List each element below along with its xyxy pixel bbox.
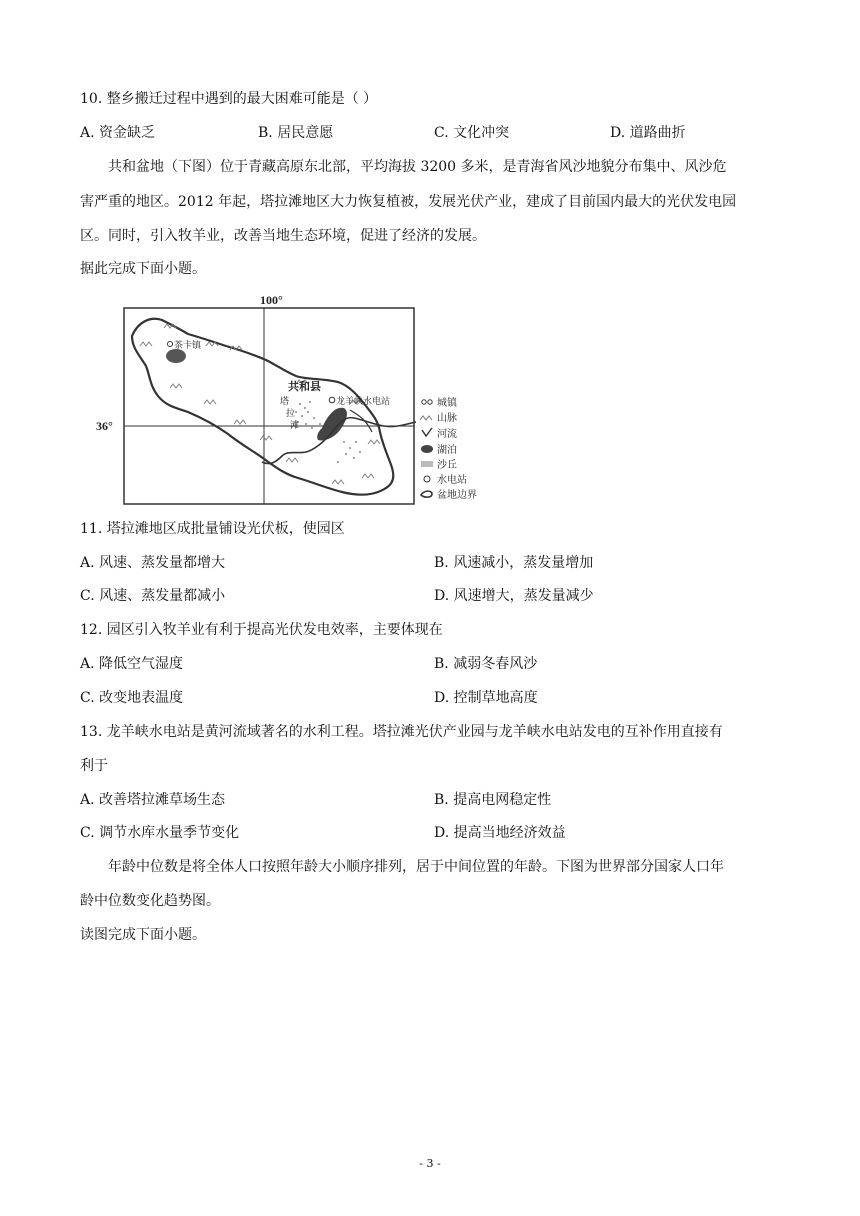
legend-hydropower xyxy=(424,473,467,486)
passage2-instruction: 读图完成下面小题。 xyxy=(80,927,206,943)
map-legend xyxy=(420,396,477,501)
legend-lake-label: 湖泊 xyxy=(437,445,457,456)
chaka-lake xyxy=(166,349,186,363)
q11-option-a: A. 风速、蒸发量都增大 xyxy=(80,555,226,571)
passage1-instruction: 据此完成下面小题。 xyxy=(80,261,206,277)
q10-option-a: A. 资金缺乏 xyxy=(80,125,156,141)
q12-stem: 12. 园区引入牧羊业有利于提高光伏发电效率，主要体现在 xyxy=(80,622,443,638)
q11-option-b: B. 风速减小，蒸发量增加 xyxy=(434,555,594,571)
legend-boundary-label: 盆地边界 xyxy=(437,490,477,501)
q12-option-a: A. 降低空气湿度 xyxy=(80,656,184,672)
legend-river-label: 河流 xyxy=(437,429,457,440)
q12-option-b: B. 减弱冬春风沙 xyxy=(434,656,538,672)
legend-dune-label: 沙丘 xyxy=(437,460,457,471)
legend-dune xyxy=(421,458,457,471)
passage1-line3: 区。同时，引入牧羊业，改善当地生态环境，促进了经济的发展。 xyxy=(80,228,486,244)
q10-option-c: C. 文化冲突 xyxy=(434,125,510,141)
longyangxia-label: 龙羊峡水电站 xyxy=(336,396,391,406)
longitude-label: 100° xyxy=(260,293,283,307)
q12-option-d: D. 控制草地高度 xyxy=(434,690,538,706)
gonghe-label: 共和县 xyxy=(288,381,321,393)
legend-lake xyxy=(421,443,457,456)
q13-option-d: D. 提高当地经济效益 xyxy=(434,825,566,841)
page-number: - 3 - xyxy=(419,1157,441,1170)
q13-stem-line1: 13. 龙羊峡水电站是黄河流域著名的水利工程。塔拉滩光伏产业园与龙羊峡水电站发电的互补作用直接有 xyxy=(80,724,723,740)
legend-mountain xyxy=(420,411,457,424)
q13-stem-line2: 利于 xyxy=(80,758,108,774)
q11-option-d: D. 风速增大，蒸发量减少 xyxy=(434,588,594,604)
q11-option-c: C. 风速、蒸发量都减小 xyxy=(80,588,226,604)
q13-option-c: C. 调节水库水量季节变化 xyxy=(80,825,240,841)
passage1-line1: 共和盆地（下图）位于青藏高原东北部，平均海拔 3200 多米，是青海省风沙地貌分布集中、风沙危 xyxy=(108,159,727,175)
gonghe-basin-map xyxy=(96,292,510,512)
legend-town-label: 城镇 xyxy=(437,398,457,409)
legend-town xyxy=(422,396,458,409)
tala-label-1: 塔 xyxy=(280,396,290,406)
q10-stem: 10. 整乡搬迁过程中遇到的最大困难可能是（ ） xyxy=(80,91,378,107)
passage2-line1: 年龄中位数是将全体人口按照年龄大小顺序排列，居于中间位置的年龄。下图为世界部分国家人口年 xyxy=(108,859,724,875)
legend-hydropower-label: 水电站 xyxy=(437,475,467,486)
tala-label-2: 拉 xyxy=(286,408,296,418)
latitude-label: 36° xyxy=(96,419,113,433)
hydropower-station-icon xyxy=(329,397,335,403)
legend-boundary xyxy=(421,488,477,501)
q11-stem: 11. 塔拉滩地区成批量铺设光伏板，使园区 xyxy=(80,521,345,537)
q10-option-d: D. 道路曲折 xyxy=(610,125,686,141)
q12-option-c: C. 改变地表温度 xyxy=(80,690,184,706)
passage2-line2: 龄中位数变化趋势图。 xyxy=(80,893,220,909)
q13-option-b: B. 提高电网稳定性 xyxy=(434,792,552,808)
legend-river xyxy=(422,427,457,440)
legend-mountain-label: 山脉 xyxy=(437,413,457,424)
chaka-town-icon xyxy=(168,342,173,347)
q10-option-b: B. 居民意愿 xyxy=(258,125,334,141)
passage1-line2: 害严重的地区。2012 年起，塔拉滩地区大力恢复植被，发展光伏产业，建成了目前国内最大的光伏发电园 xyxy=(80,194,737,210)
tala-label-3: 滩 xyxy=(290,420,300,430)
q13-option-a: A. 改善塔拉滩草场生态 xyxy=(80,792,226,808)
chaka-label: 茶卡镇 xyxy=(174,340,202,350)
